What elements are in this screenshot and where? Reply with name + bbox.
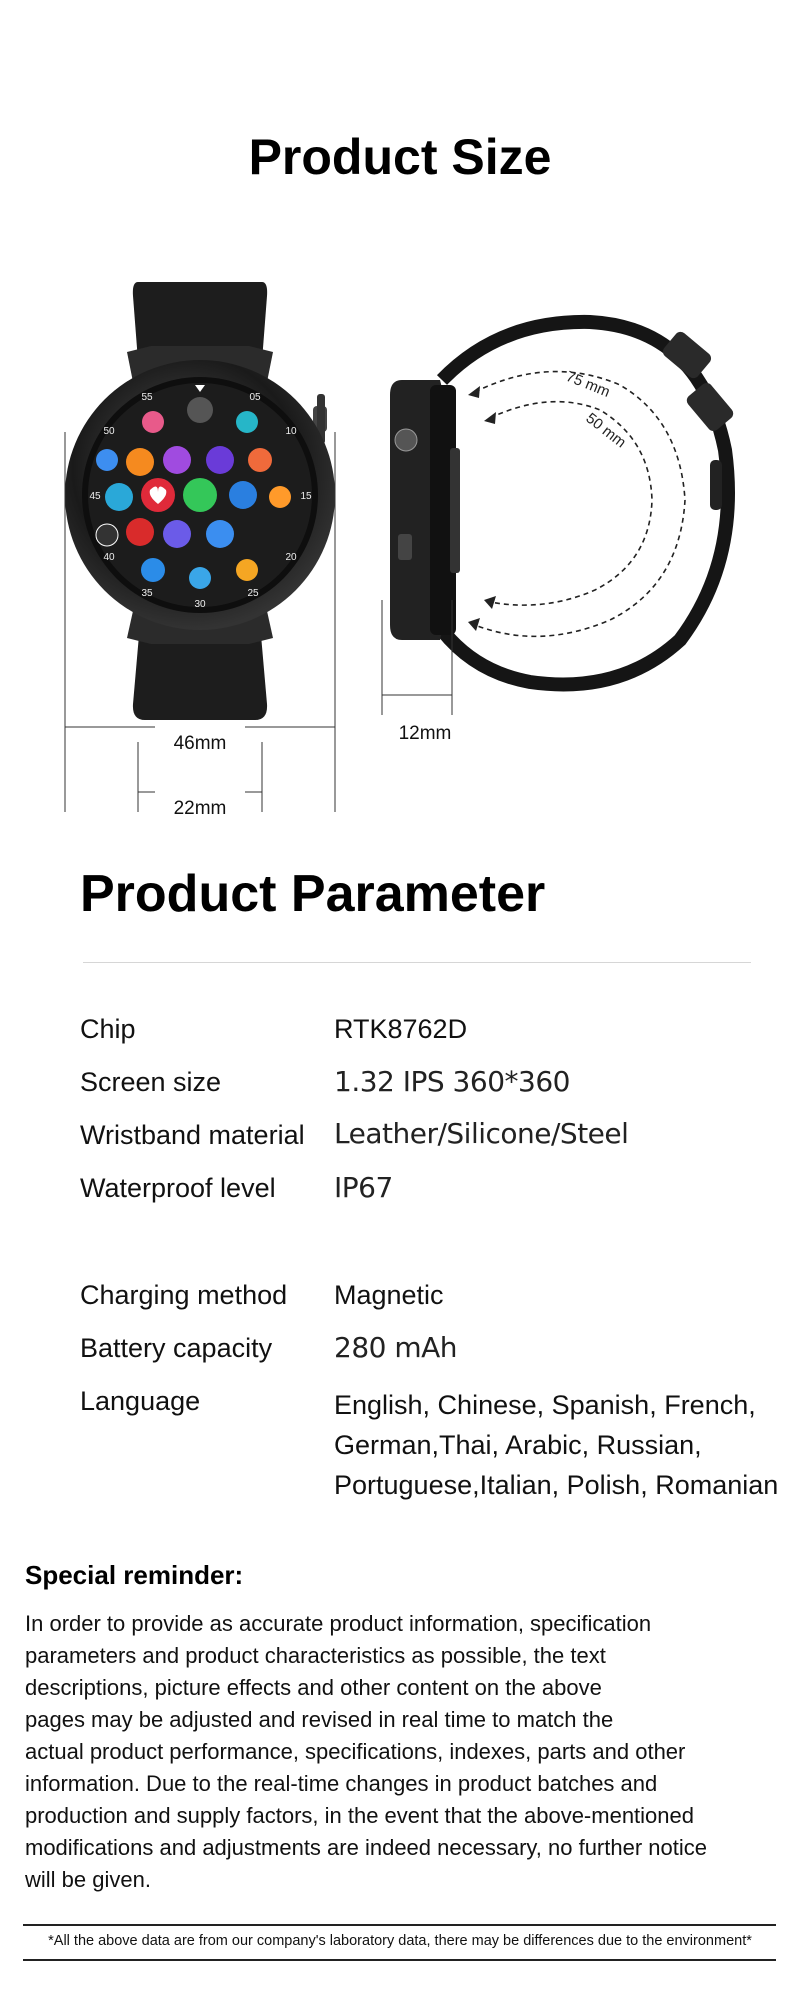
message-app-icon <box>96 449 118 471</box>
svg-text:35: 35 <box>141 588 153 599</box>
cloud-app-icon <box>189 567 211 589</box>
svg-text:55: 55 <box>141 392 153 403</box>
svg-text:05: 05 <box>249 392 261 403</box>
case-width-label: 46mm <box>173 733 227 754</box>
sleep-app-icon <box>163 446 191 474</box>
special-reminder-title: Special reminder: <box>25 1560 244 1590</box>
sport-app-icon <box>126 448 154 476</box>
svg-text:40: 40 <box>103 552 115 563</box>
band-short-label: 50 mm <box>582 409 630 452</box>
param-value-waterproof: IP67 <box>334 1171 393 1204</box>
footnote-top-rule <box>23 1924 776 1926</box>
music-small-app-icon <box>206 446 234 474</box>
temperature-app-icon <box>105 483 133 511</box>
stopwatch-app-icon <box>236 559 258 581</box>
svg-text:50: 50 <box>103 426 115 437</box>
watch-side-illustration <box>380 300 760 720</box>
param-label-screen-size: Screen size <box>80 1067 222 1097</box>
param-value-chip: RTK8762D <box>334 1014 468 1044</box>
param-label-battery: Battery capacity <box>80 1333 273 1363</box>
svg-text:30: 30 <box>194 599 206 610</box>
param-label-charging: Charging method <box>80 1280 288 1310</box>
user-app-icon <box>206 520 234 548</box>
svg-text:20: 20 <box>285 552 297 563</box>
product-parameter-title: Product Parameter <box>80 865 546 923</box>
contacts-app-icon <box>229 481 257 509</box>
music-app-icon <box>163 520 191 548</box>
product-size-title: Product Size <box>248 129 552 185</box>
band-long-label: 75 mm <box>563 367 613 401</box>
band-width-label: 22mm <box>173 798 227 819</box>
svg-text:45: 45 <box>89 491 101 502</box>
thickness-label: 12mm <box>398 723 452 744</box>
alarm-app-icon <box>269 486 291 508</box>
param-value-battery: 280 mAh <box>334 1331 458 1364</box>
svg-text:10: 10 <box>285 426 297 437</box>
param-value-language: English, Chinese, Spanish, French, German,Thai, Arabic, Russian, Portuguese,Italian, Polish, Romanian <box>334 1390 779 1500</box>
param-label-language: Language <box>80 1386 201 1416</box>
plus-app-icon <box>142 411 164 433</box>
footnote-bottom-rule <box>23 1959 776 1961</box>
title-divider <box>83 962 751 963</box>
weather-app-icon <box>141 558 165 582</box>
special-reminder-body: In order to provide as accurate product information, specification parameters and product characteristics as possible, the text descriptions, picture effects and other content on the above pages may be adjusted and revised in real time to match the actual product performance, specifications, indexes, parts and other information. Due to the real-time changes in product batches and production and supply factors, in the event that the above-mentioned modifications and adjustments are indeed necessary, no further notice will be given. <box>25 1611 707 1892</box>
svg-text:15: 15 <box>300 491 312 502</box>
footnote-text: *All the above data are from our company's laboratory data, there may be differences due to the environment* <box>48 1933 752 1949</box>
param-label-waterproof: Waterproof level <box>80 1173 276 1203</box>
param-value-wristband: Leather/Silicone/Steel <box>334 1117 629 1150</box>
svg-text:25: 25 <box>247 588 259 599</box>
call-app-icon <box>183 478 217 512</box>
param-value-screen-size: 1.32 IPS 360*360 <box>334 1065 570 1098</box>
param-label-wristband: Wristband material <box>80 1120 305 1150</box>
phone-app-icon <box>236 411 258 433</box>
camera-app-icon <box>96 524 118 546</box>
blood-pressure-app-icon <box>126 518 154 546</box>
call-log-app-icon <box>248 448 272 472</box>
param-label-chip: Chip <box>80 1014 136 1044</box>
param-value-charging: Magnetic <box>334 1280 444 1310</box>
settings-app-icon <box>187 397 213 423</box>
